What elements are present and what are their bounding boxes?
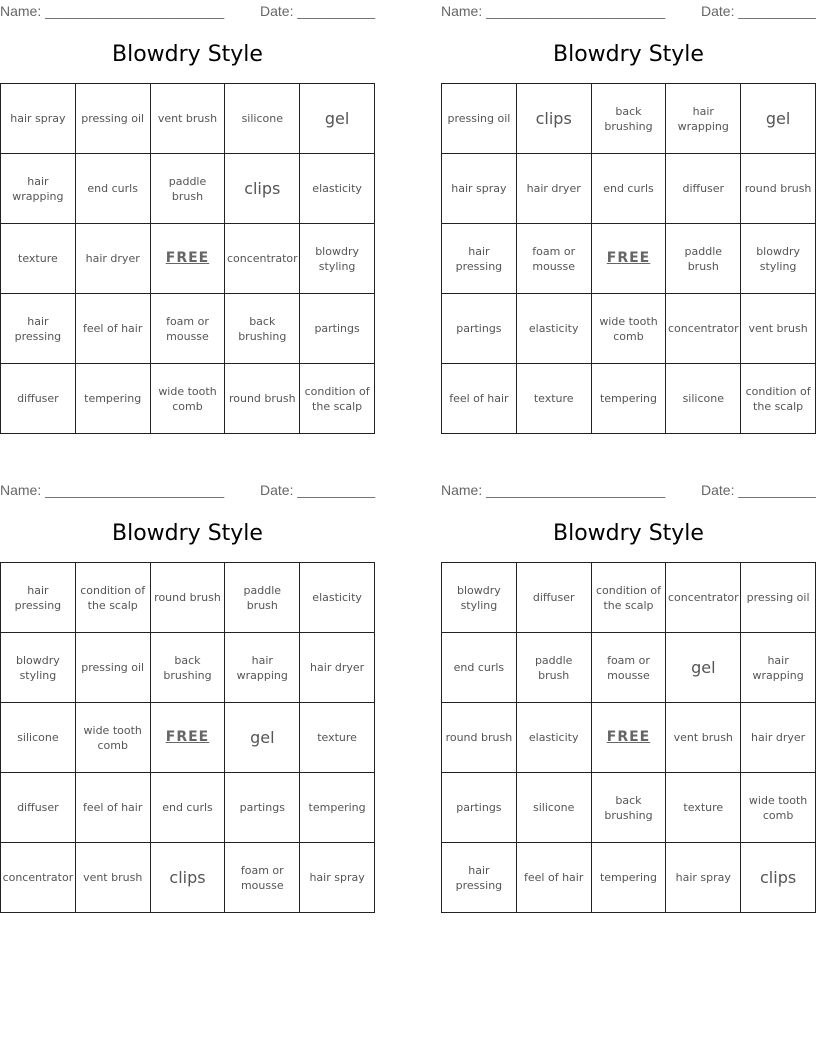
bingo-cell[interactable]: vent brush [741, 294, 816, 364]
bingo-cell[interactable]: gel [300, 84, 375, 154]
bingo-cell[interactable]: wide tooth comb [741, 773, 816, 843]
date-field[interactable]: Date: __________ [260, 482, 376, 498]
name-field[interactable]: Name: _______________________ [441, 482, 666, 498]
date-field[interactable]: Date: __________ [260, 3, 376, 19]
bingo-cell[interactable]: condition of the scalp [300, 364, 375, 434]
bingo-cell[interactable]: gel [666, 633, 741, 703]
bingo-cell[interactable]: hair dryer [300, 633, 375, 703]
name-field[interactable]: Name: _______________________ [441, 3, 666, 19]
bingo-cell[interactable]: diffuser [1, 364, 76, 434]
bingo-cell[interactable]: end curls [151, 773, 226, 843]
bingo-cell[interactable]: texture [300, 703, 375, 773]
bingo-cell[interactable]: blowdry styling [300, 224, 375, 294]
bingo-cell[interactable]: pressing oil [76, 84, 151, 154]
bingo-cell[interactable]: back brushing [592, 773, 667, 843]
bingo-cell[interactable]: concentrator [225, 224, 300, 294]
bingo-cell[interactable]: elasticity [517, 294, 592, 364]
bingo-cell[interactable]: back brushing [225, 294, 300, 364]
bingo-cell[interactable]: concentrator [666, 563, 741, 633]
name-date-line [0, 3, 375, 19]
bingo-cell[interactable]: paddle brush [666, 224, 741, 294]
date-field[interactable]: Date: __________ [701, 482, 816, 498]
bingo-cell[interactable]: hair wrapping [666, 84, 741, 154]
bingo-cell[interactable]: clips [151, 843, 226, 913]
name-date-line [441, 3, 816, 19]
bingo-cell[interactable]: round brush [225, 364, 300, 434]
bingo-cell[interactable]: pressing oil [442, 84, 517, 154]
bingo-cell[interactable]: concentrator [666, 294, 741, 364]
bingo-cell[interactable]: clips [517, 84, 592, 154]
bingo-cell[interactable]: pressing oil [76, 633, 151, 703]
date-field[interactable]: Date: __________ [701, 3, 816, 19]
bingo-cell[interactable]: hair pressing [1, 563, 76, 633]
name-field[interactable]: Name: _______________________ [0, 482, 225, 498]
bingo-grid [0, 562, 375, 913]
bingo-cell[interactable]: feel of hair [76, 294, 151, 364]
bingo-cell[interactable]: hair wrapping [225, 633, 300, 703]
bingo-cell[interactable]: feel of hair [517, 843, 592, 913]
bingo-cell[interactable]: hair wrapping [741, 633, 816, 703]
bingo-card-2 [441, 0, 816, 435]
bingo-cell[interactable]: tempering [592, 364, 667, 434]
bingo-cell[interactable]: gel [225, 703, 300, 773]
card-title: Blowdry Style [553, 42, 704, 67]
bingo-cell[interactable]: hair pressing [1, 294, 76, 364]
free-space-cell[interactable]: FREE [592, 224, 667, 294]
bingo-cell[interactable]: paddle brush [151, 154, 226, 224]
bingo-cell[interactable]: wide tooth comb [76, 703, 151, 773]
bingo-cell[interactable]: clips [225, 154, 300, 224]
card-title: Blowdry Style [112, 42, 263, 67]
bingo-cell[interactable]: foam or mousse [592, 633, 667, 703]
bingo-card-1 [0, 0, 375, 435]
bingo-cell[interactable]: back brushing [592, 84, 667, 154]
bingo-card-4 [441, 479, 816, 914]
bingo-cell[interactable]: diffuser [666, 154, 741, 224]
bingo-card-3 [0, 479, 375, 914]
bingo-cell[interactable]: blowdry styling [1, 633, 76, 703]
bingo-cell[interactable]: partings [225, 773, 300, 843]
bingo-cell[interactable]: hair spray [1, 84, 76, 154]
name-date-line [0, 482, 375, 498]
bingo-cell[interactable]: foam or mousse [225, 843, 300, 913]
bingo-grid [441, 83, 816, 434]
bingo-cell[interactable]: hair spray [300, 843, 375, 913]
bingo-cell[interactable]: vent brush [151, 84, 226, 154]
bingo-cell[interactable]: tempering [592, 843, 667, 913]
bingo-cell[interactable]: hair dryer [517, 154, 592, 224]
bingo-cell[interactable]: partings [442, 773, 517, 843]
bingo-cell[interactable]: hair dryer [76, 224, 151, 294]
bingo-cell[interactable]: texture [666, 773, 741, 843]
bingo-cell[interactable]: vent brush [666, 703, 741, 773]
bingo-cell[interactable]: silicone [517, 773, 592, 843]
bingo-cell[interactable]: hair wrapping [1, 154, 76, 224]
bingo-cell[interactable]: condition of the scalp [76, 563, 151, 633]
bingo-cell[interactable]: feel of hair [442, 364, 517, 434]
free-space-cell[interactable]: FREE [151, 703, 226, 773]
bingo-cell[interactable]: back brushing [151, 633, 226, 703]
bingo-cell[interactable]: silicone [666, 364, 741, 434]
bingo-cell[interactable]: vent brush [76, 843, 151, 913]
bingo-cell[interactable]: round brush [442, 703, 517, 773]
bingo-cell[interactable]: partings [442, 294, 517, 364]
bingo-cell[interactable]: texture [1, 224, 76, 294]
bingo-cell[interactable]: pressing oil [741, 563, 816, 633]
bingo-cell[interactable]: condition of the scalp [741, 364, 816, 434]
bingo-cell[interactable]: texture [517, 364, 592, 434]
bingo-cell[interactable]: hair dryer [741, 703, 816, 773]
bingo-cell[interactable]: tempering [300, 773, 375, 843]
bingo-grid [441, 562, 816, 913]
bingo-cell[interactable]: end curls [76, 154, 151, 224]
bingo-cell[interactable]: condition of the scalp [592, 563, 667, 633]
free-space-cell[interactable]: FREE [592, 703, 667, 773]
name-field[interactable]: Name: _______________________ [0, 3, 225, 19]
bingo-cell[interactable]: blowdry styling [442, 563, 517, 633]
name-date-line [441, 482, 816, 498]
bingo-cell[interactable]: clips [741, 843, 816, 913]
bingo-cell[interactable]: elasticity [300, 154, 375, 224]
card-title: Blowdry Style [112, 521, 263, 546]
bingo-cell[interactable]: end curls [592, 154, 667, 224]
bingo-grid [0, 83, 375, 434]
bingo-cell[interactable]: feel of hair [76, 773, 151, 843]
bingo-cell[interactable]: round brush [741, 154, 816, 224]
bingo-cell[interactable]: partings [300, 294, 375, 364]
bingo-cell[interactable]: diffuser [517, 563, 592, 633]
bingo-cell[interactable]: foam or mousse [517, 224, 592, 294]
bingo-cell[interactable]: paddle brush [517, 633, 592, 703]
bingo-cell[interactable]: tempering [76, 364, 151, 434]
bingo-cell[interactable]: silicone [1, 703, 76, 773]
bingo-cell[interactable]: gel [741, 84, 816, 154]
bingo-cell[interactable]: elasticity [300, 563, 375, 633]
bingo-cell[interactable]: hair spray [442, 154, 517, 224]
bingo-cell[interactable]: elasticity [517, 703, 592, 773]
bingo-cell[interactable]: hair pressing [442, 224, 517, 294]
bingo-cell[interactable]: silicone [225, 84, 300, 154]
bingo-cell[interactable]: end curls [442, 633, 517, 703]
free-space-cell[interactable]: FREE [151, 224, 226, 294]
bingo-cell[interactable]: diffuser [1, 773, 76, 843]
bingo-cell[interactable]: foam or mousse [151, 294, 226, 364]
bingo-cell[interactable]: wide tooth comb [151, 364, 226, 434]
bingo-cell[interactable]: hair pressing [442, 843, 517, 913]
bingo-cell[interactable]: wide tooth comb [592, 294, 667, 364]
bingo-cell[interactable]: round brush [151, 563, 226, 633]
card-title: Blowdry Style [553, 521, 704, 546]
bingo-cell[interactable]: hair spray [666, 843, 741, 913]
bingo-cell[interactable]: concentrator [1, 843, 76, 913]
bingo-cell[interactable]: paddle brush [225, 563, 300, 633]
bingo-cell[interactable]: blowdry styling [741, 224, 816, 294]
